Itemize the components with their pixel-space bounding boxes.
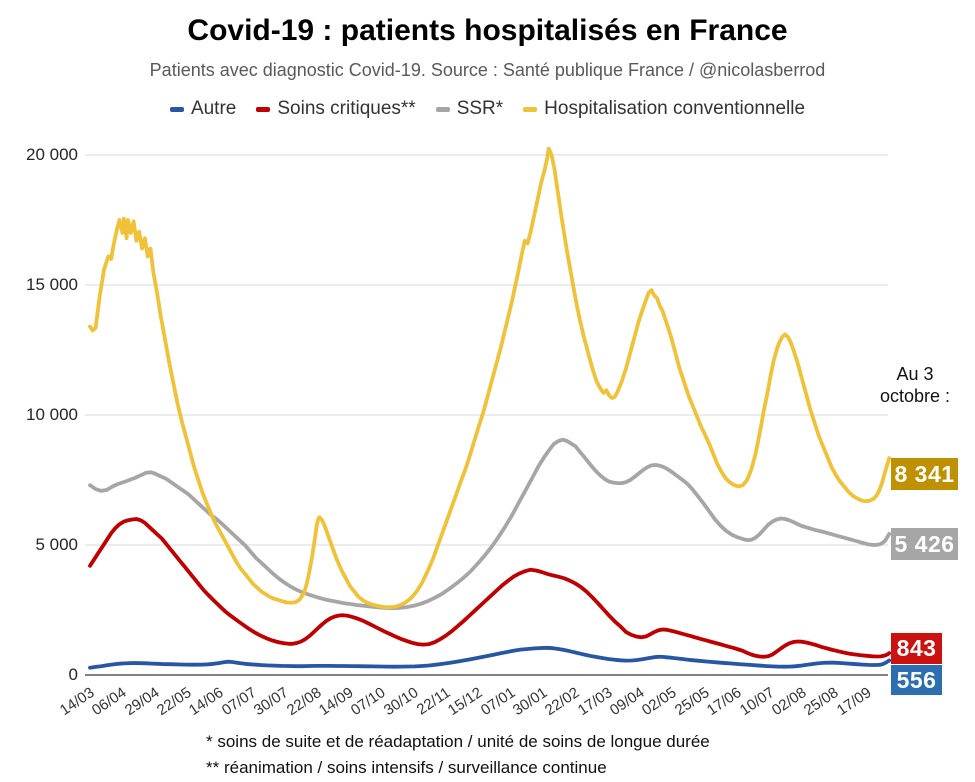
x-tick-label: 30/01	[509, 684, 551, 720]
x-tick-label: 10/07	[736, 684, 778, 720]
y-tick-label: 20 000	[26, 145, 78, 164]
footnotes	[206, 729, 710, 781]
series-line-hospitalisation-conventionnelle	[90, 149, 889, 608]
x-tick-label: 17/06	[704, 684, 745, 720]
y-tick-label: 15 000	[26, 275, 78, 294]
as-of-date-line1: Au 3	[896, 364, 934, 384]
x-tick-label: 22/05	[153, 684, 195, 720]
end-value-label-hospitalisation-conventionnelle: 8 341	[891, 458, 958, 490]
x-tick-label: 09/04	[606, 684, 648, 720]
y-tick-label: 10 000	[26, 405, 78, 424]
footnote-critical-care: ** réanimation / soins intensifs / surveillance continue	[206, 758, 607, 777]
end-value-label-soins-critiques-: 843	[891, 633, 942, 664]
y-tick-label: 5 000	[35, 535, 78, 554]
x-tick-label: 22/02	[542, 684, 583, 720]
end-value-label-autre: 556	[891, 665, 942, 695]
x-tick-label: 06/04	[89, 684, 130, 720]
x-tick-label: 25/05	[671, 684, 713, 720]
chart-subtitle: Patients avec diagnostic Covid-19. Source : Santé publique France / @nicolasberrod	[149, 60, 826, 80]
x-tick-label: 15/12	[445, 684, 486, 720]
series-line-soins-critiques-	[90, 519, 889, 657]
y-tick-label: 0	[68, 665, 78, 684]
x-tick-label: 07/10	[348, 684, 389, 720]
as-of-date-note	[862, 363, 968, 407]
end-value-label-ssr-: 5 426	[891, 528, 958, 560]
x-tick-label: 14/06	[186, 684, 227, 720]
x-tick-label: 02/05	[639, 684, 680, 720]
x-tick-label: 30/07	[251, 684, 292, 720]
legend-label: SSR*	[456, 98, 504, 119]
legend-label: Hospitalisation conventionnelle	[544, 98, 806, 119]
x-tick-label: 14/09	[315, 684, 357, 720]
footnote-ssr: * soins de suite et de réadaptation / unité de soins de longue durée	[206, 732, 710, 751]
x-tick-label: 30/10	[380, 684, 422, 720]
x-tick-label: 14/03	[56, 684, 98, 720]
x-tick-label: 07/07	[218, 684, 260, 720]
x-tick-label: 07/01	[477, 684, 519, 720]
x-tick-label: 29/04	[121, 684, 163, 720]
as-of-date-line2: octobre :	[879, 386, 951, 406]
series-line-ssr-	[90, 440, 889, 609]
x-tick-label: 17/03	[574, 684, 616, 720]
legend-label: Soins critiques**	[277, 98, 416, 119]
x-tick-label: 02/08	[768, 684, 810, 720]
x-tick-label: 17/09	[833, 684, 875, 720]
x-tick-label: 22/08	[283, 684, 325, 720]
page-title: Covid-19 : patients hospitalisés en France	[187, 14, 788, 47]
x-tick-label: 25/08	[801, 684, 842, 720]
x-tick-label: 22/11	[413, 684, 454, 719]
legend-label: Autre	[190, 98, 237, 119]
